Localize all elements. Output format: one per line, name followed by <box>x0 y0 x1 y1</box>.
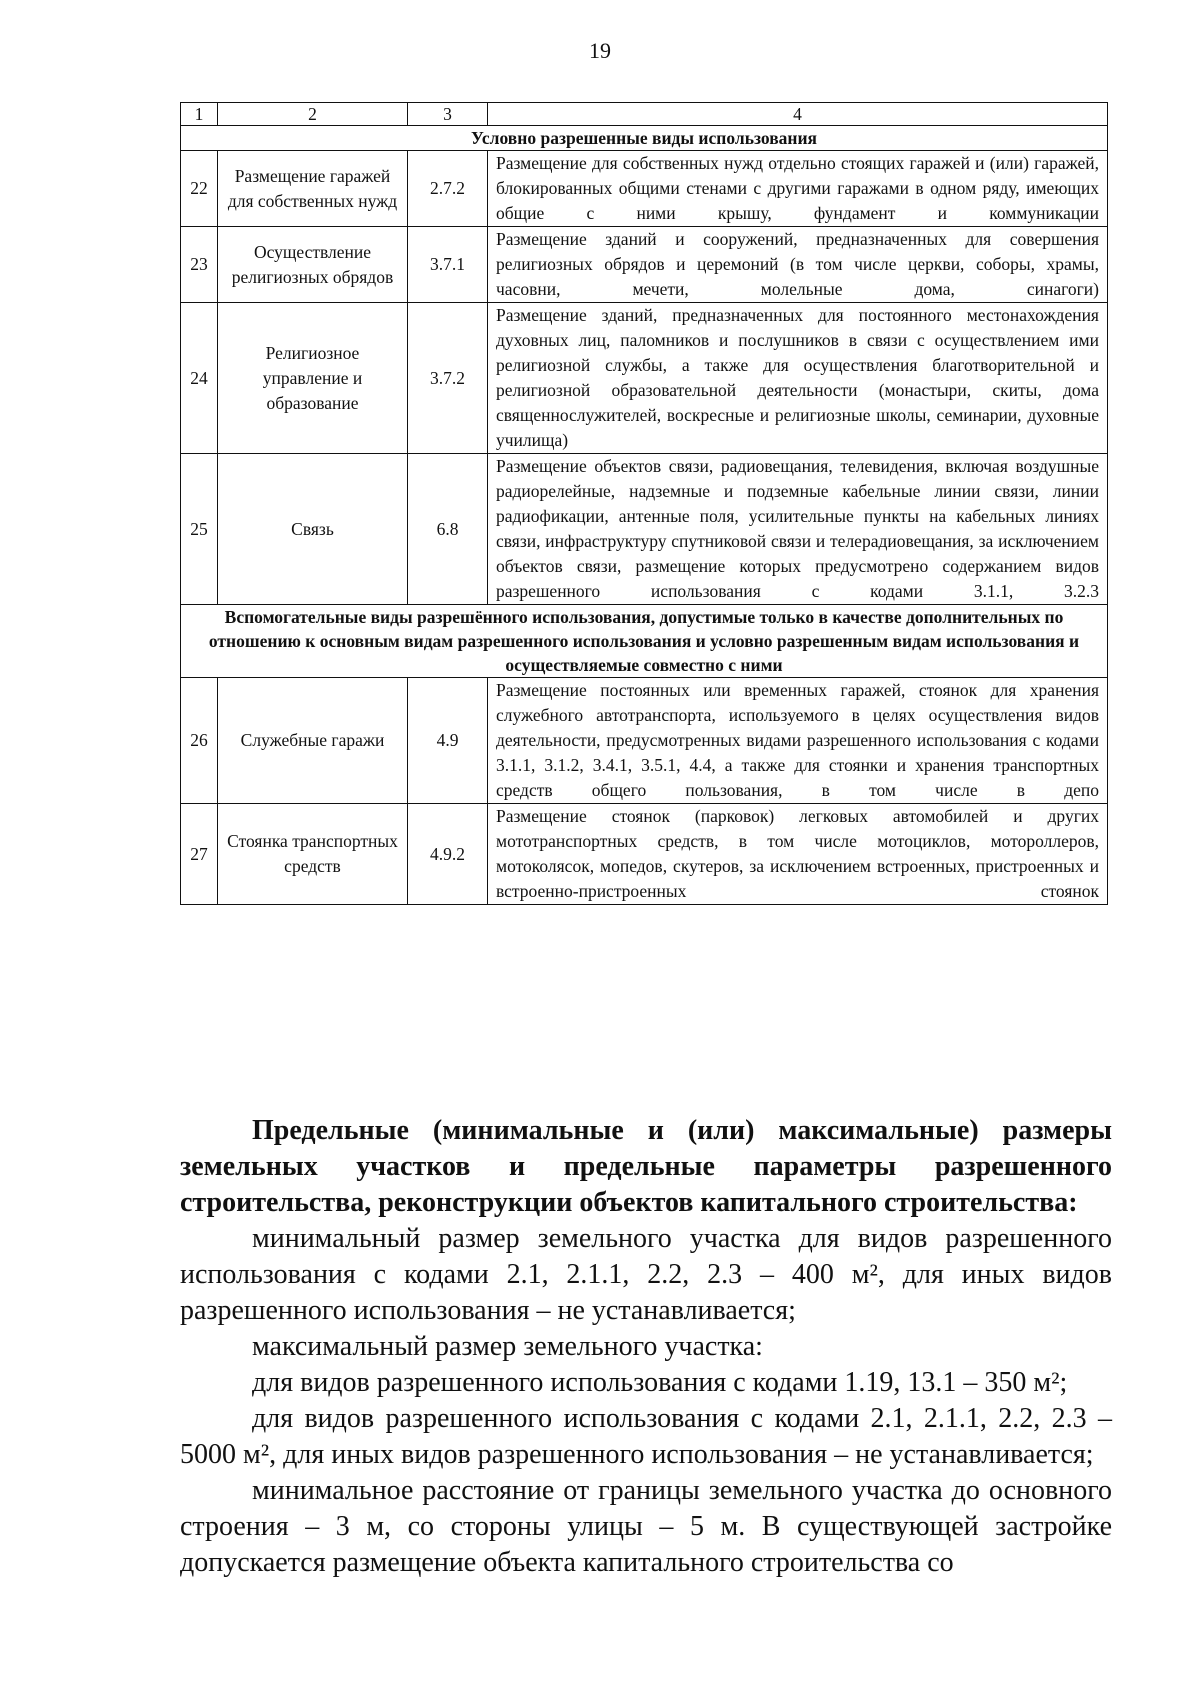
row-number: 27 <box>181 804 218 905</box>
row-number: 22 <box>181 151 218 227</box>
use-name: Размещение гаражей для собственных нужд <box>218 151 408 227</box>
table-header-row <box>181 103 1108 126</box>
row-number: 26 <box>181 678 218 804</box>
parameters-text <box>180 1113 1112 1581</box>
use-code: 4.9 <box>408 678 488 804</box>
row-number: 25 <box>181 454 218 605</box>
table-row <box>181 678 1108 804</box>
table-row <box>181 804 1108 905</box>
use-code: 3.7.1 <box>408 227 488 303</box>
section-title-conditional: Условно разрешенные виды использования <box>181 126 1108 151</box>
section-title-auxiliary: Вспомогательные виды разрешённого использования, допустимые только в качестве дополнительных по отношению к основным видам разрешенного использования и условно разрешенным видам использования и осуществляемые совместно с ними <box>181 605 1108 678</box>
use-code: 3.7.2 <box>408 303 488 454</box>
page-number: 19 <box>589 38 611 63</box>
use-description: Размещение стоянок (парковок) легковых автомобилей и других мототранспортных средств, в том числе мотоциклов, мотороллеров, мотоколясок, мопедов, скутеров, за исключением встроенных, пристроенных и встроенно-пристроенных стоянок <box>488 804 1108 905</box>
table-row <box>181 303 1108 454</box>
use-code: 6.8 <box>408 454 488 605</box>
use-description: Размещение зданий, предназначенных для постоянного местонахождения духовных лиц, паломников и послушников в связи с осуществлением ими религиозной службы, а также для осуществления благотворительной и религиозной образовательной деятельности (монастыри, скиты, дома священнослужителей, воскресные и религиозные школы, семинарии, духовные училища) <box>488 303 1108 454</box>
section-row <box>181 605 1108 678</box>
use-code: 2.7.2 <box>408 151 488 227</box>
paragraph: минимальное расстояние от границы земельного участка до основного строения – 3 м, со стороны улицы – 5 м. В существующей застройке допускается размещение объекта капитального строительства со <box>180 1475 1112 1578</box>
use-name: Связь <box>218 454 408 605</box>
paragraph: минимальный размер земельного участка для видов разрешенного использования с кодами 2.1, 2.1.1, 2.2, 2.3 – 400 м², для иных видов разрешенного использования – не устанавливается; <box>180 1223 1112 1326</box>
paragraph: для видов разрешенного использования с кодами 2.1, 2.1.1, 2.2, 2.3 – 5000 м², для иных видов разрешенного использования – не устанавливается; <box>180 1403 1112 1470</box>
row-number: 24 <box>181 303 218 454</box>
paragraph: для видов разрешенного использования с кодами 1.19, 13.1 – 350 м²; <box>252 1367 1068 1398</box>
use-description: Размещение объектов связи, радиовещания, телевидения, включая воздушные радиорелейные, надземные и подземные кабельные линии связи, линии радиофикации, антенные поля, усилительные пункты на кабельных линиях связи, инфраструктуру спутниковой связи и телерадиовещания, за исключением объектов связи, размещение которых предусмотрено содержанием видов разрешенного использования с кодами 3.1.1, 3.2.3 <box>488 454 1108 605</box>
use-name: Религиозное управление и образование <box>218 303 408 454</box>
parameters-heading: Предельные (минимальные и (или) максимальные) размеры земельных участков и предельные параметры разрешенного строительства, реконструкции объектов капитального строительства: <box>180 1115 1112 1218</box>
use-description: Размещение постоянных или временных гаражей, стоянок для хранения служебного автотранспорта, используемого в целях осуществления видов деятельности, предусмотренных видами разрешенного использования с кодами 3.1.1, 3.1.2, 3.4.1, 3.5.1, 4.4, а также для стоянки и хранения транспортных средств общего пользования, в том числе в депо <box>488 678 1108 804</box>
use-name: Служебные гаражи <box>218 678 408 804</box>
column-header: 4 <box>488 103 1108 126</box>
table-row <box>181 227 1108 303</box>
use-name: Стоянка транспортных средств <box>218 804 408 905</box>
column-header: 1 <box>181 103 218 126</box>
use-description: Размещение для собственных нужд отдельно стоящих гаражей и (или) гаражей, блокированных общими стенами с другими гаражами в одном ряду, имеющих общие с ними крышу, фундамент и коммуникации <box>488 151 1108 227</box>
use-description: Размещение зданий и сооружений, предназначенных для совершения религиозных обрядов и церемоний (в том числе церкви, соборы, храмы, часовни, мечети, молельные дома, синагоги) <box>488 227 1108 303</box>
table-row <box>181 454 1108 605</box>
use-code: 4.9.2 <box>408 804 488 905</box>
use-name: Осуществление религиозных обрядов <box>218 227 408 303</box>
column-header: 3 <box>408 103 488 126</box>
paragraph: максимальный размер земельного участка: <box>252 1331 763 1362</box>
section-row <box>181 126 1108 151</box>
land-use-table <box>180 102 1108 905</box>
column-header: 2 <box>218 103 408 126</box>
row-number: 23 <box>181 227 218 303</box>
table-row <box>181 151 1108 227</box>
